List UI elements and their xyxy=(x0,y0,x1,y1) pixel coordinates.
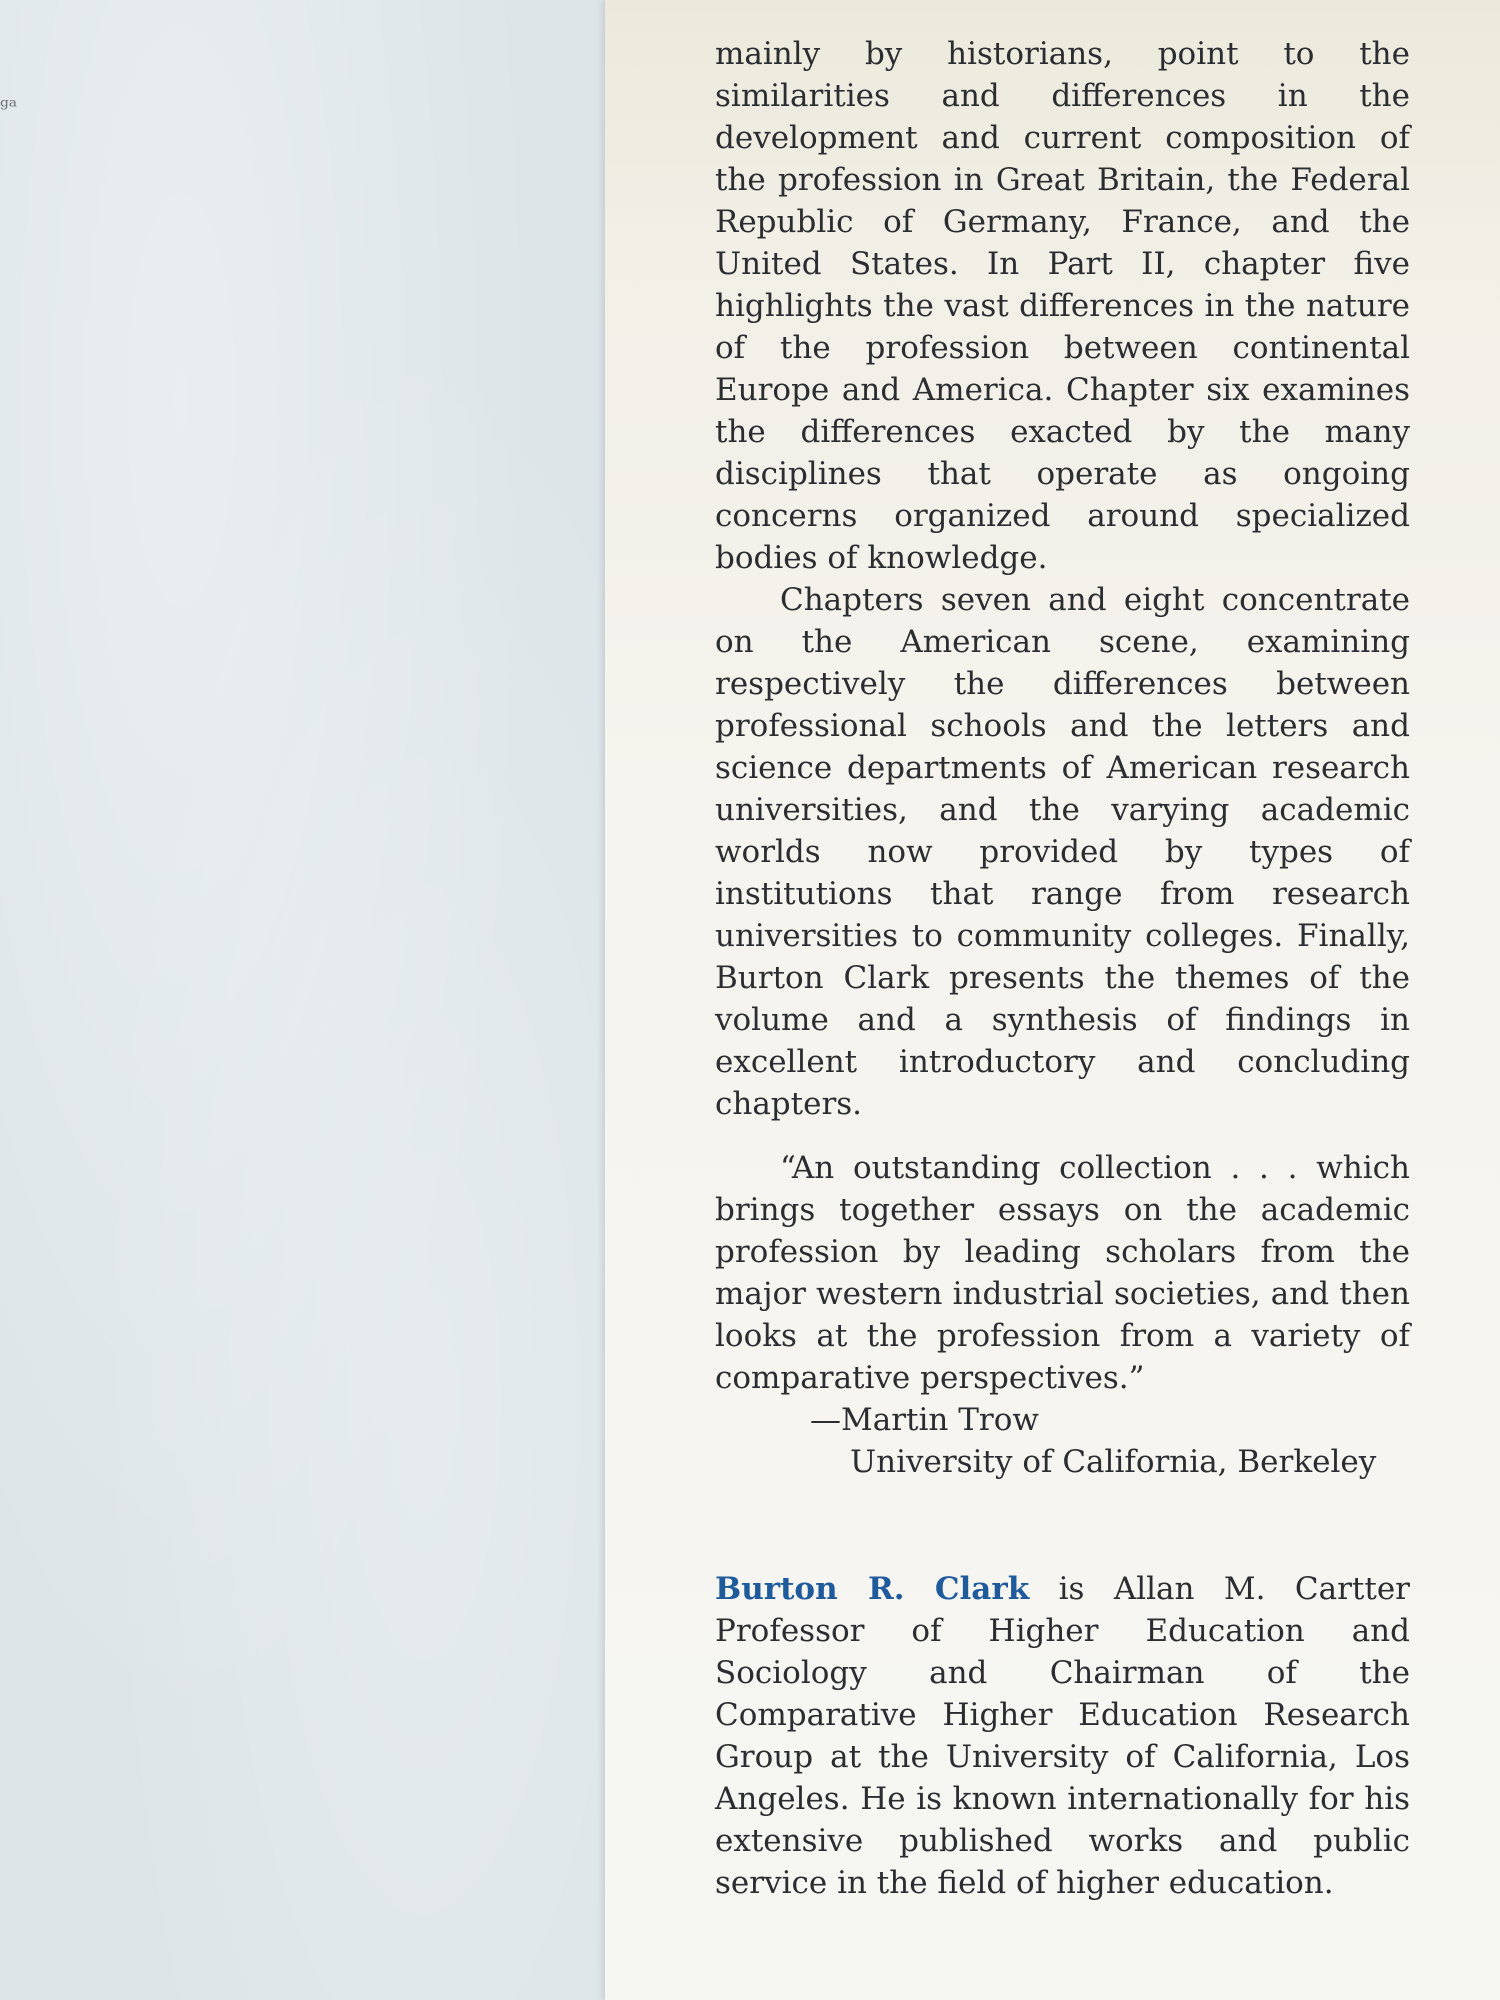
left-page xyxy=(0,0,605,2000)
chapters-paragraph: Chapters seven and eight concentrate on the American scene, examining respectively the differences between professional schools and the letters and science departments of American research universities, and the varying academic worlds now provided by types of institutions that range from research universities to community colleges. Finally, Burton Clark presents the themes of the volume and a synthesis of findings in excellent introductory and concluding chapters. xyxy=(715,582,1410,1122)
intro-continued-paragraph: mainly by historians, point to the similarities and differences in the development and current composition of the profession in Great Britain, the Federal Republic of Germany, France, and the United States. In Part II, chapter five highlights the vast differences in the nature of the profession between continental Europe and America. Chapter six examines the differences exacted by the many disciplines that operate as ongoing concerns organized around specialized bodies of knowledge. xyxy=(715,36,1410,576)
quote-attribution-affiliation: University of California, Berkeley xyxy=(850,1444,1377,1480)
author-name: Burton R. Clark xyxy=(715,1571,1030,1607)
jacket-flap-text xyxy=(715,33,1410,1904)
author-bio xyxy=(715,1568,1410,1904)
endorsement-quote: “An outstanding collection . . . which brings together essays on the academic profession by leading scholars from the major western industrial societies, and then looks at the profession from a variety of comparative perspectives.” xyxy=(715,1150,1410,1396)
left-page-marks: ᵍᵃ xyxy=(0,95,18,120)
quote-attribution-name: —Martin Trow xyxy=(810,1402,1039,1438)
author-bio-text: is Allan M. Cartter Professor of Higher Education and Sociology and Chairman of the Comparative Higher Education Research Group at the University of California, Los Angeles. He is known internationally for his extensive published works and public service in the field of higher education. xyxy=(715,1571,1410,1901)
